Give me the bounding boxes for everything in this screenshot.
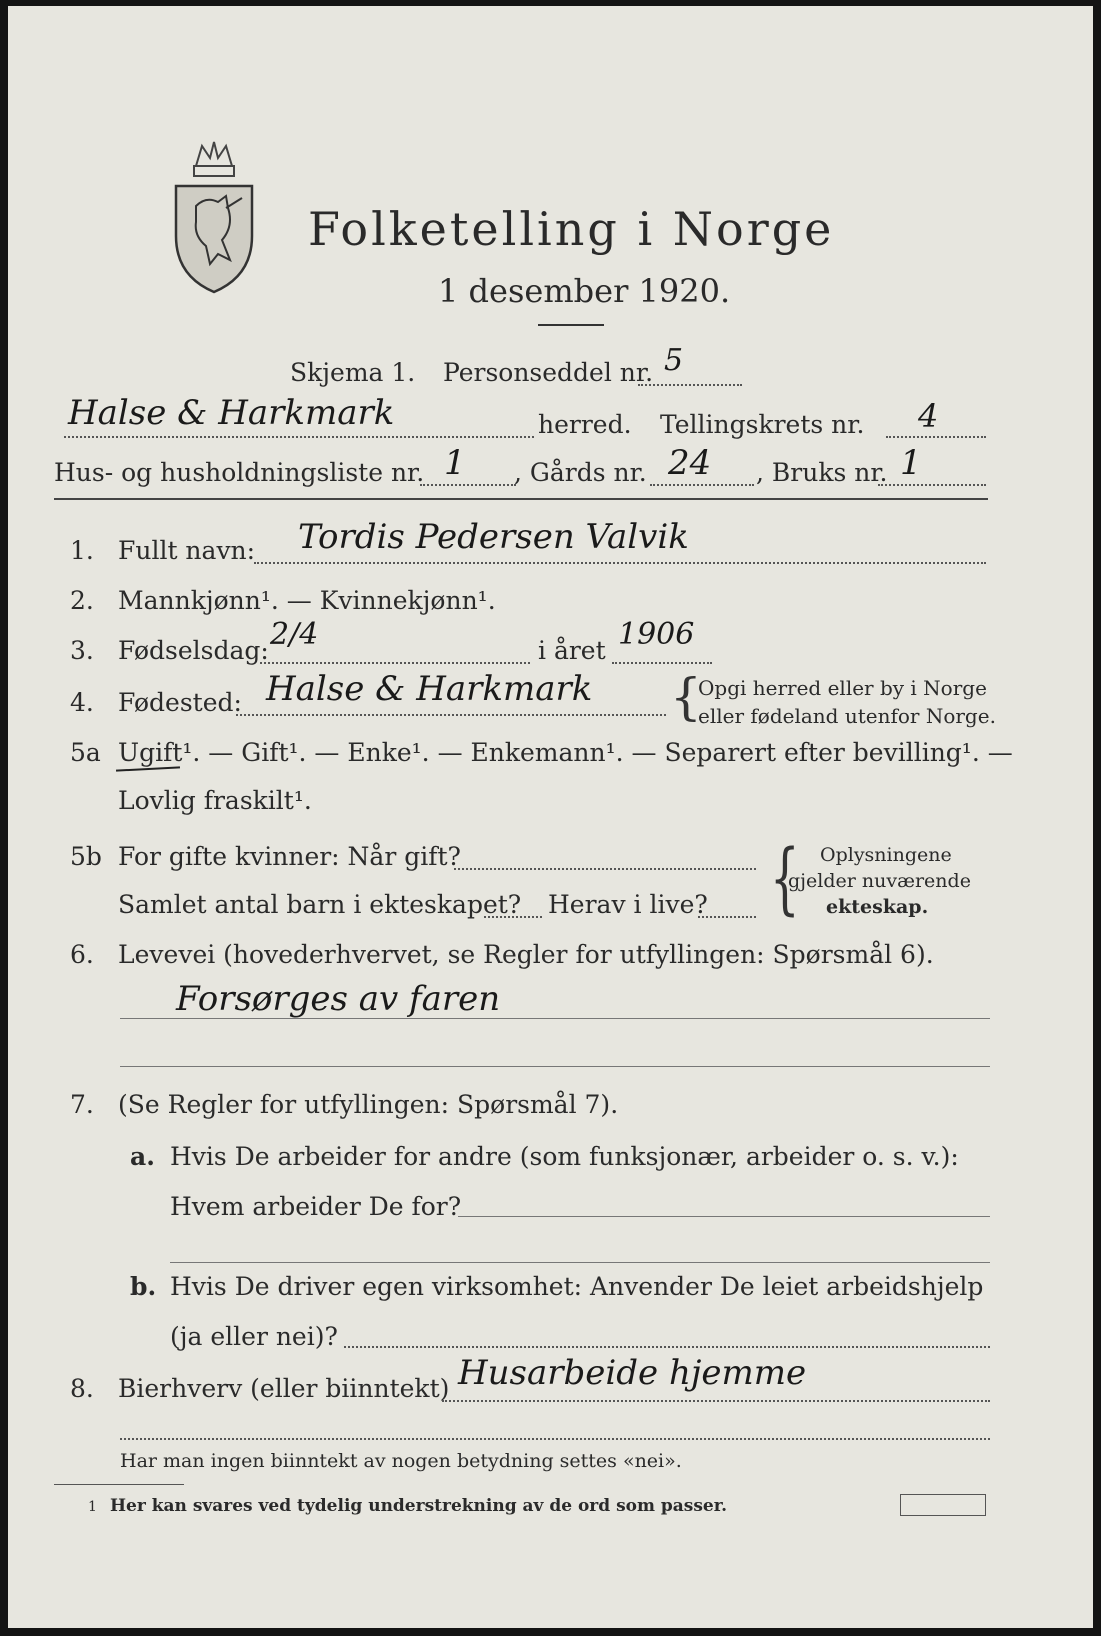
q5b-children-line <box>484 916 542 918</box>
q7b-line <box>344 1346 990 1348</box>
footnote-divider <box>54 1484 184 1485</box>
header-divider <box>54 498 988 500</box>
q4-bracket: { <box>670 668 702 726</box>
q6-label: Levevei (hovederhvervet, se Regler for utfyllingen: Spørsmål 6). <box>118 940 934 969</box>
personseddel-line <box>638 384 742 386</box>
q4-note-2: eller fødeland utenfor Norge. <box>698 704 996 728</box>
liste-line <box>420 484 516 486</box>
q7a-line-2-rule <box>170 1262 990 1263</box>
q8-value[interactable]: Husarbeide hjemme <box>458 1353 807 1393</box>
bruks-value[interactable]: 1 <box>900 443 922 483</box>
footnote-mark: 1 <box>88 1499 97 1515</box>
q2-label: Mannkjønn¹. — Kvinnekjønn¹. <box>118 586 496 615</box>
form-date: 1 desember 1920. <box>438 272 731 310</box>
bruks-line <box>878 484 986 486</box>
q5b-bracket: { <box>769 834 800 924</box>
q3-line <box>260 662 530 664</box>
q7a-number: a. <box>130 1142 155 1171</box>
q4-label: Fødested: <box>118 688 242 717</box>
q5b-note-3: ekteskap. <box>826 896 929 918</box>
herred-value[interactable]: Halse & Harkmark <box>68 393 395 433</box>
q5b-married-line <box>454 868 756 870</box>
q5a-line-1: Ugift¹. — Gift¹. — Enke¹. — Enkemann¹. — Separert efter bevilling¹. — <box>118 738 1013 767</box>
q8-number: 8. <box>70 1374 94 1403</box>
q4-line <box>236 714 666 716</box>
q3-year-label: i året <box>538 636 606 665</box>
gards-line <box>650 484 754 486</box>
q5a-number: 5a <box>70 738 101 767</box>
bruks-label: , Bruks nr. <box>756 458 888 487</box>
footer-note: Har man ingen biinntekt av nogen betydning settes «nei». <box>120 1450 682 1472</box>
q5b-line-1: For gifte kvinner: Når gift? <box>118 842 461 871</box>
gards-label: , Gårds nr. <box>514 458 647 487</box>
q1-number: 1. <box>70 536 94 565</box>
gards-value[interactable]: 24 <box>668 443 712 483</box>
q1-line <box>254 562 986 564</box>
q5a-line-2: Lovlig fraskilt¹. <box>118 786 312 815</box>
coat-of-arms-icon <box>166 136 262 296</box>
q5b-note-2: gjelder nuværende <box>788 870 971 892</box>
q5b-number: 5b <box>70 842 102 871</box>
form-title: Folketelling i Norge <box>308 202 835 256</box>
q7a-line-1: Hvis De arbeider for andre (som funksjonær, arbeider o. s. v.): <box>170 1142 959 1171</box>
q8-line <box>442 1400 990 1402</box>
q3-label: Fødselsdag: <box>118 636 269 665</box>
q5b-alive-label: Herav i live? <box>548 890 708 919</box>
personseddel-label: Personseddel nr. <box>443 358 654 387</box>
herred-label: herred. <box>538 410 632 439</box>
liste-value[interactable]: 1 <box>444 443 466 483</box>
q7b-line-2: (ja eller nei)? <box>170 1322 338 1351</box>
q3-value[interactable]: 2/4 <box>270 617 319 652</box>
q8-label: Bierhverv (eller biinntekt) <box>118 1374 450 1403</box>
printer-stamp <box>900 1494 986 1516</box>
krets-label: Tellingskrets nr. <box>660 410 865 439</box>
krets-line <box>886 436 986 438</box>
q8-line-2 <box>120 1438 990 1440</box>
krets-value[interactable]: 4 <box>918 397 939 435</box>
q3-number: 3. <box>70 636 94 665</box>
q5b-children-label: Samlet antal barn i ekteskapet? <box>118 890 522 919</box>
schema-label: Skjema 1. <box>290 358 416 387</box>
q4-note-1: Opgi herred eller by i Norge <box>698 676 987 700</box>
q5b-note-1: Oplysningene <box>820 844 952 866</box>
census-form <box>8 6 1093 1628</box>
q7-number: 7. <box>70 1090 94 1119</box>
ugift-underline <box>116 766 180 771</box>
q4-value[interactable]: Halse & Harkmark <box>266 669 593 709</box>
personseddel-value[interactable]: 5 <box>664 343 684 378</box>
q6-value[interactable]: Forsørges av faren <box>176 979 501 1019</box>
q1-value[interactable]: Tordis Pedersen Valvik <box>298 517 689 557</box>
q2-number: 2. <box>70 586 94 615</box>
title-divider <box>538 324 604 326</box>
herred-line <box>64 436 534 438</box>
q7a-line-2: Hvem arbeider De for? <box>170 1192 462 1221</box>
liste-label: Hus- og husholdningsliste nr. <box>54 458 425 487</box>
q1-label: Fullt navn: <box>118 536 256 565</box>
q7a-line <box>458 1216 990 1217</box>
q3-year-line <box>612 662 712 664</box>
q7b-number: b. <box>130 1272 157 1301</box>
q6-line-1 <box>120 1018 990 1019</box>
q5b-alive-line <box>698 916 756 918</box>
q6-number: 6. <box>70 940 94 969</box>
q7-label: (Se Regler for utfyllingen: Spørsmål 7). <box>118 1090 619 1119</box>
q7b-line-1: Hvis De driver egen virksomhet: Anvender De leiet arbeidshjelp <box>170 1272 984 1301</box>
q6-line-2 <box>120 1066 990 1067</box>
q4-number: 4. <box>70 688 94 717</box>
q3-year-value[interactable]: 1906 <box>618 617 695 652</box>
footnote-text: Her kan svares ved tydelig understrekning av de ord som passer. <box>110 1496 728 1516</box>
